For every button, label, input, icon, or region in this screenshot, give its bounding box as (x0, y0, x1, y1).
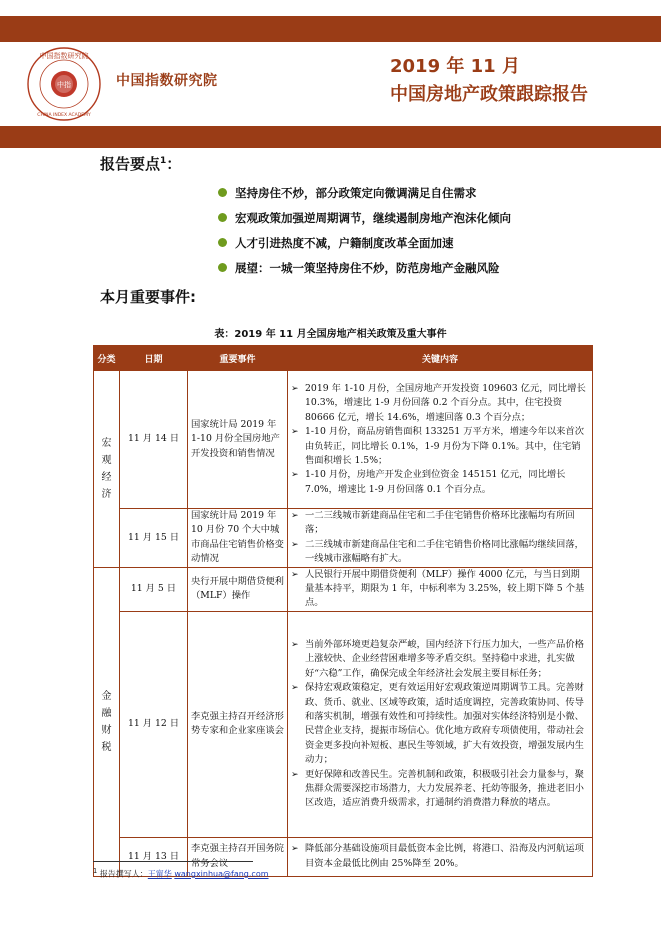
footnote: $^1$ 报告撰写人：王甯华 wangxinhua@fang.com (93, 867, 269, 879)
arrow-bullet-icon: ➢ (291, 470, 299, 481)
content-item-text: 更好保障和改善民生。完善机制和政策，积极吸引社会力量参与，聚焦群众需要深挖市场潜力，大力发展养老、托幼等服务，推进老旧小区改造，适应消费升级需求，打通制约消费潜力释放的堵点。 (305, 768, 584, 809)
date-cell: 11 月 15 日 (120, 509, 188, 568)
logo-ring-text-en: CHINA INDEX ACADEMY (37, 113, 91, 118)
author-link[interactable]: 王甯华 (147, 869, 172, 879)
content-item-text: 人民银行开展中期借贷便利（MLF）操作 4000 亿元，与当日到期量基本持平，期限为 1 年，中标利率为 3.25%，较上期下降 5 个基点。 (305, 568, 585, 609)
bullet-dot-icon (218, 213, 227, 222)
logo-center-text: 中指 (57, 81, 71, 89)
summary-title: 报告要点$^1$： (100, 155, 182, 173)
content-item (291, 842, 589, 871)
china-index-academy-logo (26, 46, 102, 122)
key-point: 人才引进热度不减，户籍制度改革全面加速 (218, 230, 511, 255)
content-item (291, 468, 589, 497)
table-row (94, 371, 593, 509)
content-item-text: 保持宏观政策稳定，更有效运用好宏观政策逆周期调节工具。完善财政、货币、就业、区域等政策，适时适度调控，完善政策协同、传导和落实机制，增强有效性和可持续性。加强对实体经济特别是小微、民营企业支持，提振市场信心。优化地方政府专项债使用，带动社会资金更多投向补短板、惠民生等领域，扩大有效投资，增强发展内生动力； (305, 682, 584, 766)
event-cell: 李克强主持召开国务院常务会议 (188, 837, 288, 876)
arrow-bullet-icon: ➢ (291, 427, 299, 438)
content-item-text: 2019 年 1-10 月份，全国房地产开发投资 109603 亿元，同比增长 10.3%，增速比 1-9 月份回落 0.2 个百分点。其中，住宅投资 80666 亿元，增长 14.6%，增速回落 0.3 个百分点； (305, 382, 586, 423)
arrow-bullet-icon: ➢ (291, 639, 299, 650)
key-point: 宏观政策加强逆周期调节，继续遏制房地产泡沫化倾向 (218, 205, 511, 230)
content-cell (288, 371, 593, 509)
content-item (291, 568, 589, 611)
key-points-list (218, 180, 511, 280)
category-cell: 金 融 财 税 (94, 567, 120, 876)
event-cell: 国家统计局 2019 年 1-10 月份全国房地产开发投资和销售情况 (188, 371, 288, 509)
table-row (94, 611, 593, 837)
content-item (291, 768, 589, 811)
content-cell (288, 837, 593, 876)
arrow-bullet-icon: ➢ (291, 769, 299, 780)
footnote-divider (93, 861, 253, 862)
content-cell (288, 509, 593, 568)
event-cell: 央行开展中期借贷便利（MLF）操作 (188, 567, 288, 611)
content-item-text: 一二三线城市新建商品住宅和二手住宅销售价格环比涨幅均有所回落； (305, 510, 575, 536)
table-caption: 表：2019 年 11 月全国房地产相关政策及重大事件 (214, 329, 447, 340)
header-bottom-bar (0, 126, 661, 148)
content-cell (288, 567, 593, 611)
content-item (291, 382, 589, 425)
arrow-bullet-icon: ➢ (291, 569, 299, 580)
content-item (291, 681, 589, 767)
events-section-title: 本月重要事件: (100, 288, 196, 306)
bullet-dot-icon (218, 188, 227, 197)
header-category: 分类 (94, 346, 120, 371)
arrow-bullet-icon: ➢ (291, 383, 299, 394)
content-item (291, 638, 589, 681)
event-cell: 李克强主持召开经济形势专家和企业家座谈会 (188, 611, 288, 837)
content-item-text: 降低部分基础设施项目最低资本金比例，将港口、沿海及内河航运项目资本金最低比例由 25%降至 20%。 (305, 843, 584, 869)
content-item (291, 509, 589, 538)
arrow-bullet-icon: ➢ (291, 511, 299, 521)
report-date: 2019 年 11 月 (390, 56, 520, 77)
header-content: 关键内容 (288, 346, 593, 371)
content-item-text: 二三线城市新建商品住宅和二手住宅销售价格同比涨幅均继续回落，一线城市涨幅略有扩大。 (305, 538, 584, 565)
header-event: 重要事件 (188, 346, 288, 371)
arrow-bullet-icon: ➢ (291, 683, 299, 694)
date-cell: 11 月 13 日 (120, 837, 188, 876)
header-date: 日期 (120, 346, 188, 371)
organization-name: 中国指数研究院 (116, 73, 218, 89)
key-point: 坚持房住不炒，部分政策定向微调满足自住需求 (218, 180, 511, 205)
content-item-text: 1-10 月份，房地产开发企业到位资金 145151 亿元，同比增长 7.0%，增速比 1-9 月份回落 0.1 个百分点。 (305, 469, 566, 495)
date-cell: 11 月 14 日 (120, 371, 188, 509)
table-row (94, 509, 593, 568)
content-cell (288, 611, 593, 837)
content-item-text: 当前外部环境更趋复杂严峻，国内经济下行压力加大，一些产品价格上涨较快、企业经营困难增多等矛盾交织。坚持稳中求进，扎实做好“六稳”工作，确保完成全年经济社会发展主要目标任务； (305, 638, 584, 679)
logo-ring-text: 中国指数研究院 (39, 52, 89, 60)
summary-footnote-mark: 1 (160, 156, 167, 166)
table-row (94, 567, 593, 611)
bullet-dot-icon (218, 263, 227, 272)
table-header-row (94, 346, 593, 371)
category-cell: 宏 观 经 济 (94, 371, 120, 568)
date-cell: 11 月 12 日 (120, 611, 188, 837)
arrow-bullet-icon: ➢ (291, 844, 299, 855)
content-item (291, 425, 589, 468)
events-table-body (94, 371, 593, 877)
event-cell: 国家统计局 2019 年 10 月份 70 个大中城市商品住宅销售价格变动情况 (188, 509, 288, 568)
events-table (93, 345, 593, 877)
bullet-dot-icon (218, 238, 227, 247)
author-email-link[interactable]: wangxinhua@fang.com (174, 869, 269, 879)
content-item (291, 538, 589, 567)
key-point: 展望：一城一策坚持房住不炒，防范房地产金融风险 (218, 255, 511, 280)
date-cell: 11 月 5 日 (120, 567, 188, 611)
report-title: 中国房地产政策跟踪报告 (390, 84, 588, 105)
arrow-bullet-icon: ➢ (291, 539, 299, 550)
content-item-text: 1-10 月份，商品房销售面积 133251 万平方米，增速今年以来首次由负转正，同比增长 0.1%，1-9 月份为下降 0.1%。其中，住宅销售面积增长 1.5%； (305, 426, 585, 466)
header-top-bar (0, 16, 661, 42)
